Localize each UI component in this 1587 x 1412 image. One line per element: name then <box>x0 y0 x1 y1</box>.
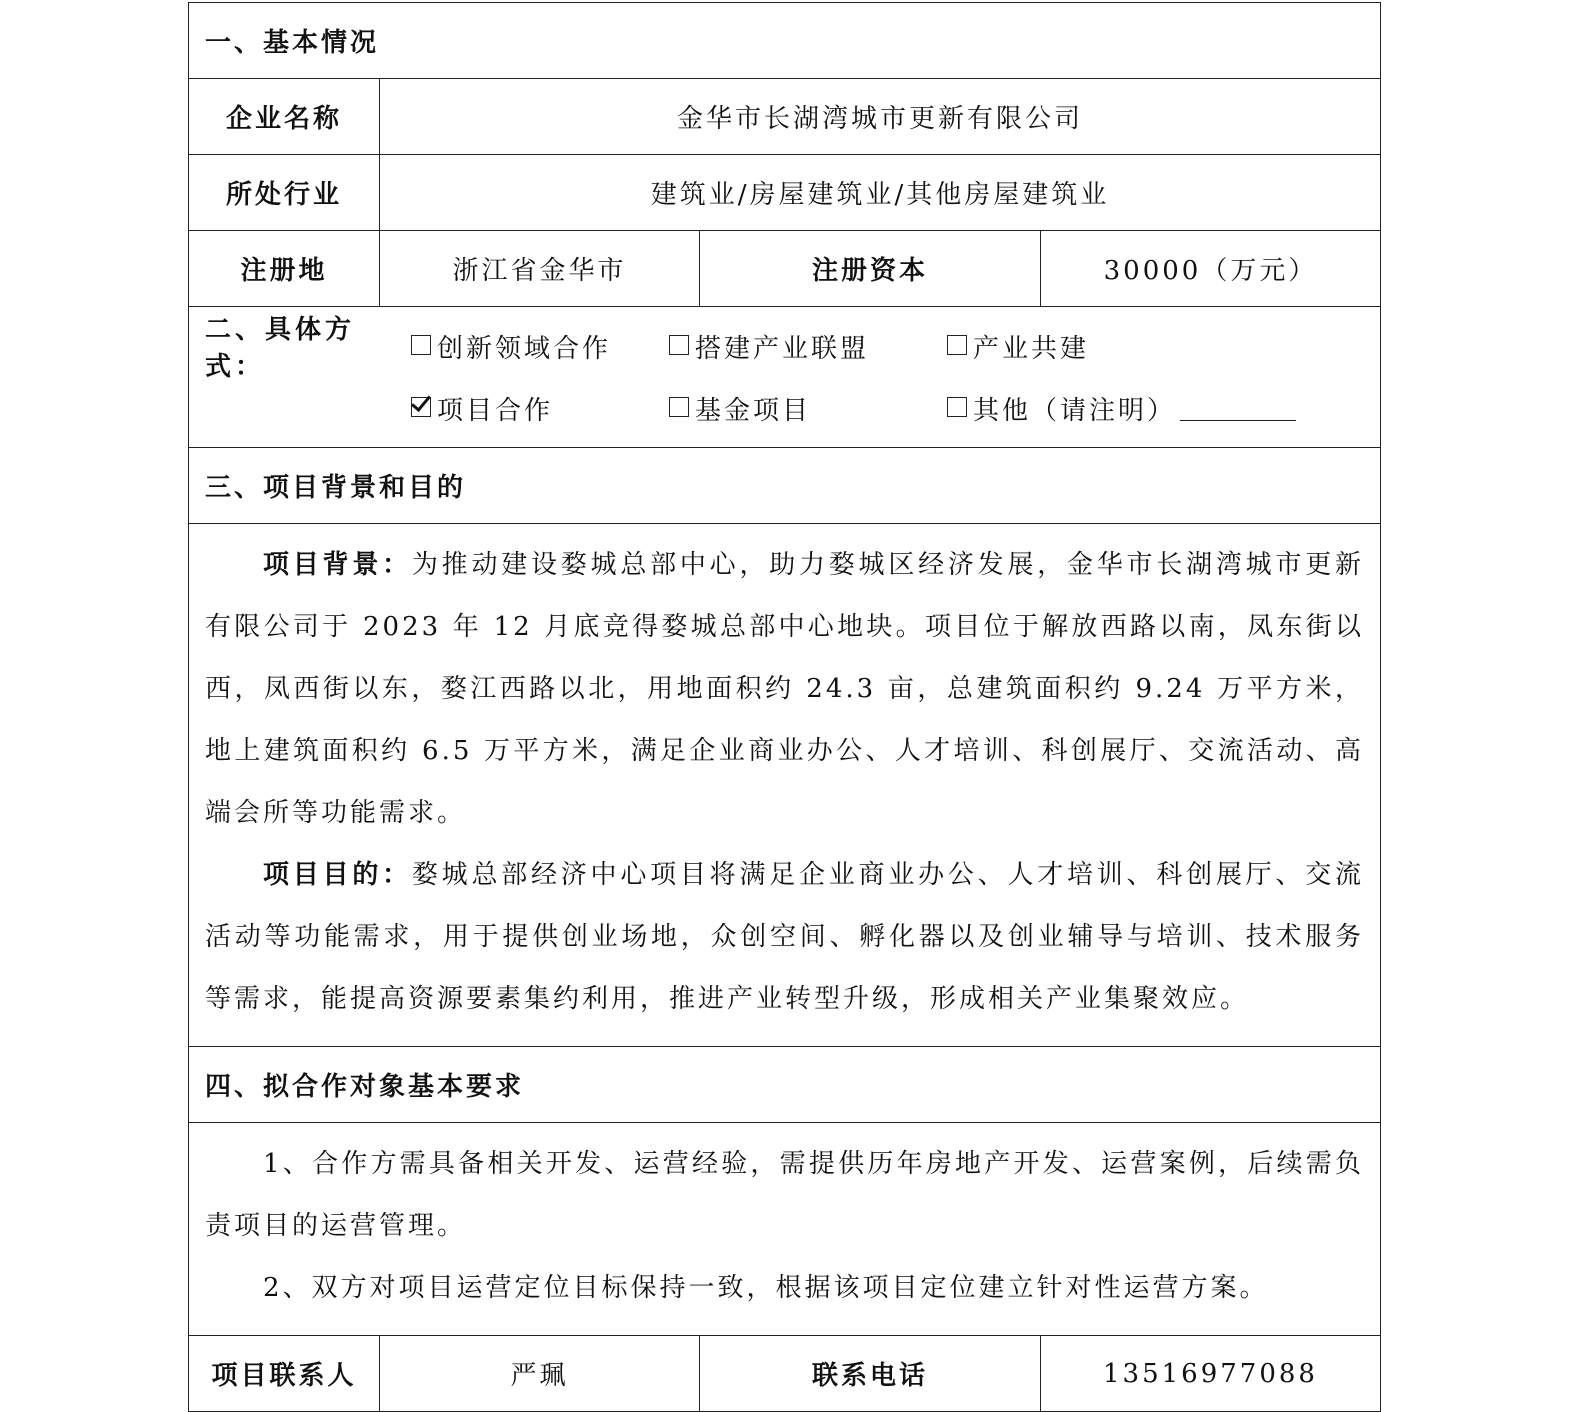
background-purpose-body <box>189 524 1381 1047</box>
registration-place-value: 浙江省金华市 <box>380 231 700 307</box>
checkbox-project-checked[interactable] <box>411 397 431 417</box>
purpose-label: 项目目的： <box>263 860 412 890</box>
industry-value: 建筑业/房屋建筑业/其他房屋建筑业 <box>380 155 1381 231</box>
company-name-value: 金华市长湖湾城市更新有限公司 <box>380 79 1381 155</box>
contact-phone-label: 联系电话 <box>700 1336 1041 1412</box>
option-project[interactable] <box>411 390 669 427</box>
option-alliance-label: 搭建产业联盟 <box>695 333 870 364</box>
option-innovation[interactable] <box>411 328 669 365</box>
option-fund[interactable] <box>669 390 947 427</box>
requirement-item: 2、双方对项目运营定位目标保持一致，根据该项目定位建立针对性运营方案。 <box>263 1273 1269 1303</box>
checkbox-co-construction[interactable] <box>947 335 967 355</box>
registered-capital-value: 30000（万元） <box>1041 231 1381 307</box>
option-co-construction[interactable] <box>947 328 1089 365</box>
section-requirements-title: 四、拟合作对象基本要求 <box>189 1047 1381 1123</box>
checkbox-fund[interactable] <box>669 397 689 417</box>
option-co-construction-label: 产业共建 <box>973 333 1090 364</box>
contact-person-label: 项目联系人 <box>189 1336 380 1412</box>
purpose-text: 婺城总部经济中心项目将满足企业商业办公、人才培训、科创展厅、交流活动等功能需求，用于提供创业场地，众创空间、孵化器以及创业辅导与培训、技术服务等需求，能提高资源要素集约利用，推进产业转型升级，形成相关产业集聚效应。 <box>205 860 1365 1014</box>
section-methods-title: 二、具体方式： <box>205 315 356 382</box>
section-background-title: 三、项目背景和目的 <box>189 448 1381 524</box>
checkbox-alliance[interactable] <box>669 335 689 355</box>
other-fill-blank[interactable] <box>1180 396 1296 421</box>
purpose-paragraph <box>205 844 1364 1030</box>
option-project-label: 项目合作 <box>437 395 554 426</box>
requirement-item: 1、合作方需具备相关开发、运营经验，需提供历年房地产开发、运营案例，后续需负责项目的运营管理。 <box>205 1149 1365 1241</box>
option-other[interactable] <box>947 390 1296 427</box>
option-fund-label: 基金项目 <box>695 395 812 426</box>
background-paragraph <box>205 534 1364 844</box>
contact-person-value: 严珮 <box>380 1336 700 1412</box>
cooperation-methods <box>189 307 1381 448</box>
industry-label: 所处行业 <box>189 155 380 231</box>
background-label: 项目背景： <box>263 550 412 580</box>
background-text: 为推动建设婺城总部中心，助力婺城区经济发展，金华市长湖湾城市更新有限公司于 2023 年 12 月底竞得婺城总部中心地块。项目位于解放西路以南，凤东街以西，凤西街以东，婺江西路以北，用地面积约 24.3 亩，总建筑面积约 9.24 万平方米，地上建筑面积约 6.5 万平方米，满足企业商业办公、人才培训、科创展厅、交流活动、高端会所等功能需求。 <box>205 550 1365 828</box>
option-other-label: 其他（请注明） <box>973 395 1177 426</box>
registration-place-label: 注册地 <box>189 231 380 307</box>
checkbox-innovation[interactable] <box>411 335 431 355</box>
option-alliance[interactable] <box>669 328 947 365</box>
option-innovation-label: 创新领域合作 <box>437 333 612 364</box>
contact-phone-value: 13516977088 <box>1041 1336 1381 1412</box>
checkbox-other[interactable] <box>947 397 967 417</box>
company-name-label: 企业名称 <box>189 79 380 155</box>
requirements-body <box>189 1123 1381 1336</box>
registered-capital-label: 注册资本 <box>700 231 1041 307</box>
section-basic-info-title: 一、基本情况 <box>189 3 1381 79</box>
cooperation-form-table <box>188 2 1381 1412</box>
